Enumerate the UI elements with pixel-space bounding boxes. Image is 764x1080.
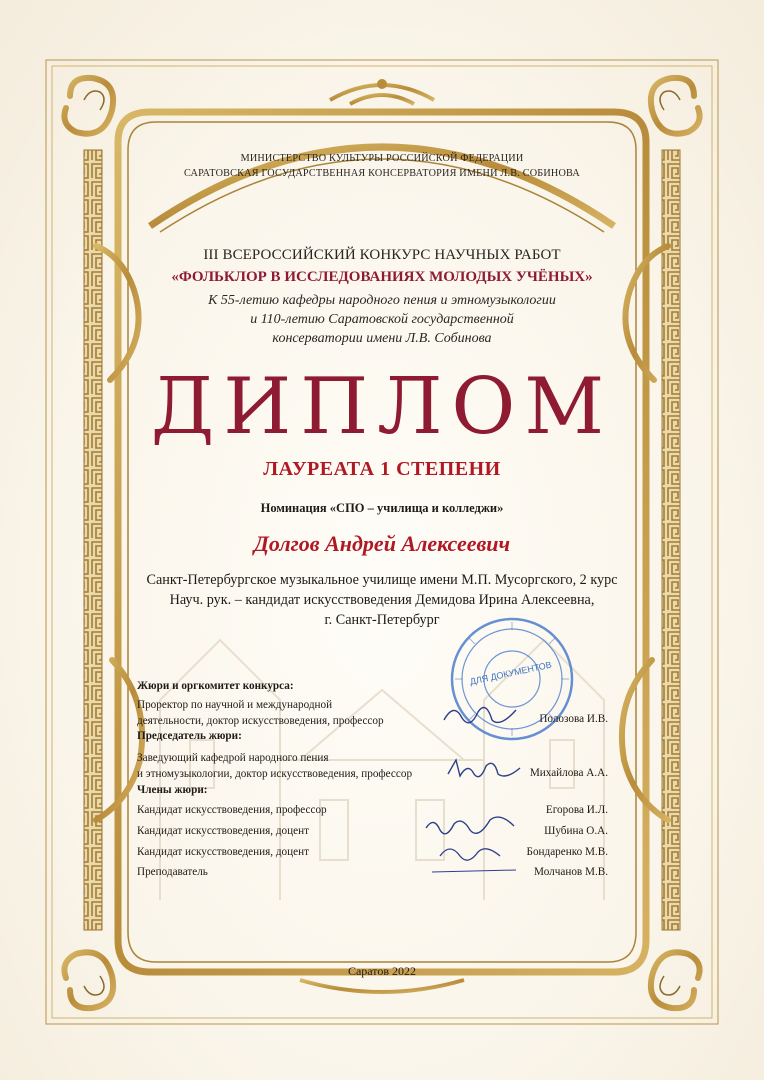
chair-name: Михайлова А.А. <box>529 767 608 779</box>
members-heading-text: Члены жюри: <box>137 784 208 796</box>
school-line: Санкт-Петербургское музыкальное училище имени М.П. Мусоргского, 2 курс <box>146 572 618 588</box>
nomination: Номинация «СПО – училища и колледжи» <box>260 501 504 515</box>
jury-member-role: Кандидат искусствоведения, профессор <box>137 804 327 816</box>
conservatory-name: САРАТОВСКАЯ ГОСУДАРСТВЕННАЯ КОНСЕРВАТОРИЯ ИМЕНИ Л.В. СОБИНОВА <box>184 168 580 179</box>
jury-member-name: Бондаренко М.В. <box>526 846 608 858</box>
jury-heading-text: Жюри и оргкомитет конкурса: <box>137 680 294 692</box>
vice-rector-line-2: деятельности, доктор искусствоведения, профессор <box>137 715 384 727</box>
jury-member-name: Шубина О.А. <box>544 825 608 837</box>
vice-rector-name: Полозова И.В. <box>539 713 608 725</box>
members-heading <box>137 784 617 796</box>
jury-member-name: Егорова И.Л. <box>545 804 608 816</box>
contest-dedication <box>0 291 764 348</box>
chair-heading <box>137 730 617 742</box>
signature-chair <box>446 756 522 784</box>
jury-heading <box>137 680 617 692</box>
signature-vice-rector <box>440 700 520 730</box>
chair-line-2: и этномузыкологии, доктор искусствоведения, профессор <box>137 768 413 780</box>
jury-member-role: Кандидат искусствоведения, доцент <box>137 846 309 858</box>
laureate-degree: ЛАУРЕАТА 1 СТЕПЕНИ <box>263 458 501 480</box>
diploma-title: ДИПЛОМ <box>150 362 614 452</box>
ministry-name: МИНИСТЕРСТВО КУЛЬТУРЫ РОССИЙСКОЙ ФЕДЕРАЦИИ <box>240 153 524 164</box>
dedication-line-3: консерватории имени Л.В. Собинова <box>272 331 492 346</box>
dedication-line-1: К 55-летию кафедры народного пения и этномузыкологии <box>208 293 556 308</box>
jury-member-role: Кандидат искусствоведения, доцент <box>137 825 309 837</box>
jury-member-name: Молчанов М.В. <box>534 866 608 878</box>
dedication-line-2: и 110-летию Саратовской государственной <box>250 312 514 327</box>
winner-details <box>0 570 764 630</box>
issuer-block <box>0 151 764 181</box>
chair-heading-text: Председатель жюри: <box>137 730 242 742</box>
stamp-text: ДЛЯ ДОКУМЕНТОВ <box>468 659 553 687</box>
signature-members <box>420 812 520 884</box>
place-year: Саратов 2022 <box>347 964 417 978</box>
contest-theme: «ФОЛЬКЛОР В ИССЛЕДОВАНИЯХ МОЛОДЫХ УЧЁНЫХ» <box>171 269 593 285</box>
contest-title: III ВСЕРОССИЙСКИЙ КОНКУРС НАУЧНЫХ РАБОТ <box>203 247 561 263</box>
vice-rector-line-1: Проректор по научной и международной <box>137 699 333 711</box>
jury-member-role: Преподаватель <box>137 866 208 878</box>
chair-line-1: Заведующий кафедрой народного пения <box>137 752 329 764</box>
city-line: г. Санкт-Петербург <box>324 612 440 628</box>
winner-name: Долгов Андрей Алексеевич <box>253 531 511 556</box>
supervisor-line: Науч. рук. – кандидат искусствоведения Демидова Ирина Алексеевна, <box>169 592 595 608</box>
